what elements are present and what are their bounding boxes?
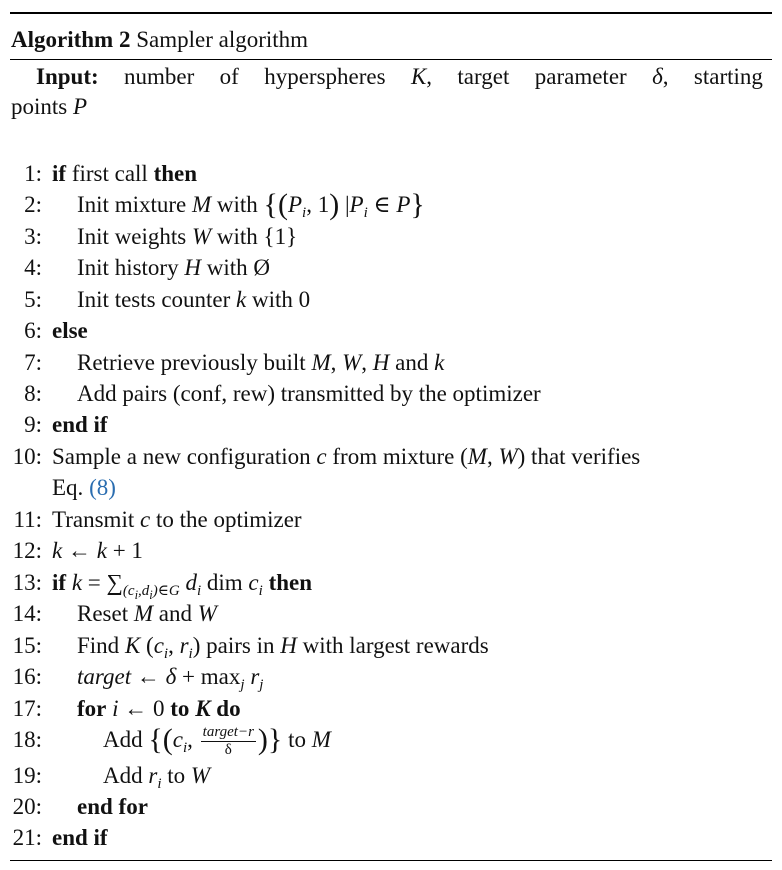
input-block: [11, 62, 763, 122]
top-rule: [10, 12, 772, 14]
line-3: 3: Init weights W with {1}: [24, 224, 298, 249]
line-12: 12: k ← k + 1: [12, 538, 143, 563]
line-18: 18: Add {($c_i$, $\frac{\text{target−r}}{\delta}$ )} to M: [12, 723, 331, 759]
algorithm-name: Sampler algorithm: [136, 27, 309, 52]
line-8: 8: Add pairs (conf, rew) transmitted by the optimizer: [24, 381, 541, 406]
eq-8-link[interactable]: (8): [89, 475, 116, 500]
algorithm-title: [11, 25, 308, 55]
line-5: 5: Init tests counter k with 0: [24, 287, 311, 312]
line-14: 14: Reset M and W: [12, 601, 217, 626]
fraction: $\frac{\text{target−r}}{\delta}$: [202, 724, 254, 759]
line-21: 21: end if: [12, 825, 108, 850]
input-label: Input:: [36, 64, 99, 89]
line-10-cont: Eq. (8): [52, 475, 116, 500]
line-10: 10: Sample a new configuration c from mixture (M, W) that verifies: [12, 444, 641, 469]
line-4: 4: Init history H with Ø: [24, 255, 270, 280]
line-16: 16: target ← $\delta + \max_j r_j$: [12, 664, 264, 693]
mid-rule: [10, 59, 772, 60]
line-6: 6: else: [24, 318, 88, 343]
line-13: 13: if $k = \sum_{(c_i,d_i)\in G}$ $d_i$ dim $c_i$ then: [12, 570, 313, 602]
bottom-rule: [10, 860, 772, 861]
line-1: 1: if first call then: [24, 161, 198, 186]
line-17: 17: for i ← 0 to K do: [12, 696, 241, 721]
line-19: 19: Add $r_i$ to W: [12, 763, 211, 792]
line-7: 7: Retrieve previously built M, W, H and k: [24, 350, 445, 375]
algorithm-label: Algorithm 2: [11, 27, 131, 52]
line-9: 9: end if: [24, 412, 108, 437]
line-20: 20: end for: [12, 794, 148, 819]
line-11: 11: Transmit c to the optimizer: [13, 507, 302, 532]
input-line-1: Input: number of hyperspheres K, target parameter δ, starting: [11, 62, 763, 92]
input-line-2: points P: [11, 94, 88, 119]
line-2: 2: Init mixture M with {($P_i$, 1) $|P_i$ ∈ P}: [24, 188, 425, 221]
line-15: 15: Find K ($c_i$, $r_i$) pairs in H with largest rewards: [12, 633, 489, 662]
